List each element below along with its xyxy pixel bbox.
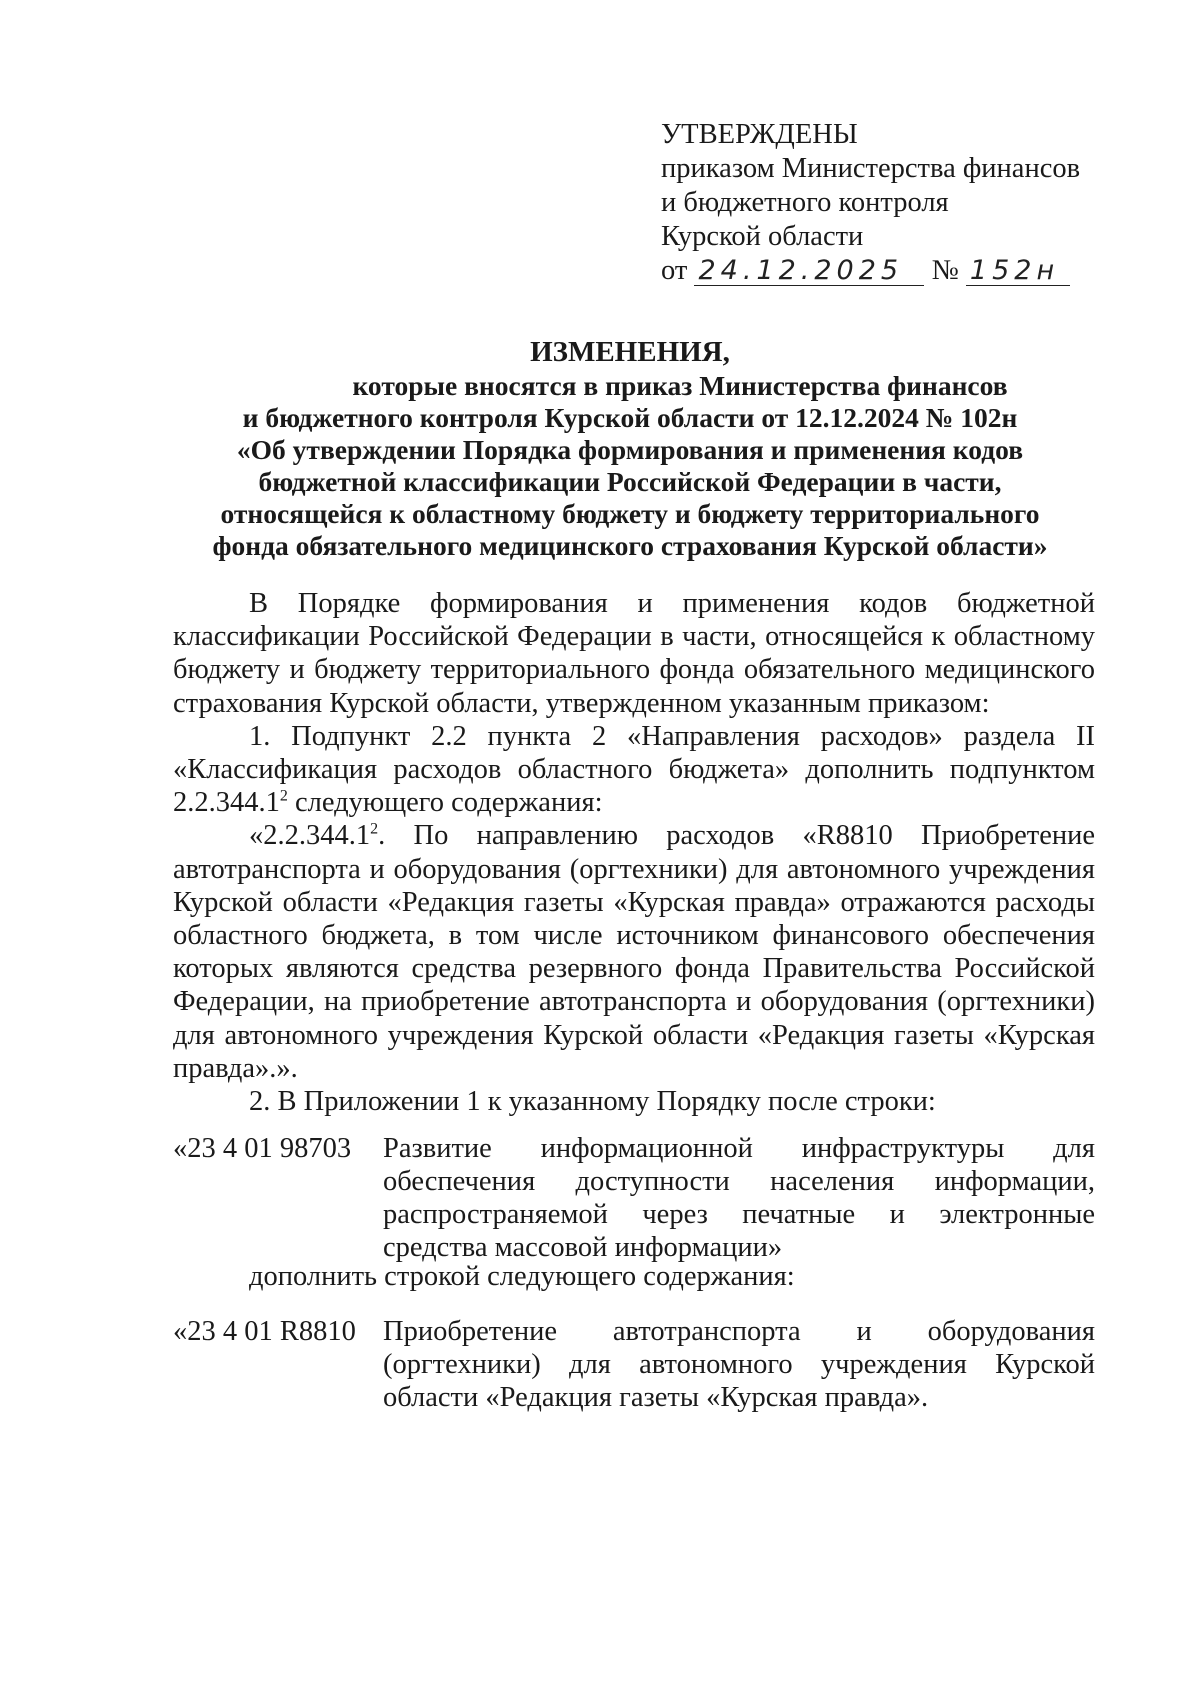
approval-line-2: приказом Министерства финансов	[661, 153, 1081, 184]
document-heading	[160, 336, 1100, 562]
classification-row	[173, 1315, 1095, 1414]
approval-title: УТВЕРЖДЕНЫ	[661, 119, 858, 150]
heading-line: фонда обязательного медицинского страхования Курской области»	[212, 530, 1048, 561]
row-description: Приобретение автотранспорта и оборудования (оргтехники) для автономного учреждения Курской области «Редакция газеты «Курская правда».	[383, 1316, 1095, 1413]
row-code: «23 4 01 98703	[173, 1133, 352, 1164]
item-2-paragraph: 2. В Приложении 1 к указанному Порядку после строки:	[249, 1086, 936, 1118]
document-body	[173, 587, 1095, 1118]
item-1-superscript: 2	[279, 787, 288, 805]
middle-instruction: дополнить строкой следующего содержания:	[249, 1261, 795, 1292]
approval-line-3: и бюджетного контроля	[661, 187, 949, 218]
intro-paragraph: В Порядке формирования и применения кодов бюджетной классификации Российской Федерации в части, относящейся к областному бюджету и бюджету территориального фонда обязательного медицинского страхования Курской области, утвержденном указанным приказом:	[173, 588, 1095, 719]
quote-superscript: 2	[370, 820, 379, 838]
item-1-paragraph	[173, 720, 1095, 820]
handwritten-date: 24.12.2025	[694, 257, 924, 286]
item-1-text: 1. Подпункт 2.2 пункта 2 «Направления расходов» раздела II «Классификация расходов областного бюджета» дополнить подпунктом 2.2.344.1	[173, 720, 1095, 819]
heading-line: относящейся к областному бюджету и бюджету территориального	[220, 498, 1040, 529]
approval-date-line	[661, 254, 1080, 288]
number-prefix: №	[931, 255, 959, 286]
approval-line-4: Курской области	[661, 221, 864, 252]
quote-text-start: «2.2.344.1	[249, 820, 371, 852]
date-prefix: от	[661, 255, 688, 286]
classification-row	[173, 1132, 1095, 1264]
quote-paragraph	[173, 819, 1095, 1085]
item-1-text-end: следующего содержания:	[287, 787, 603, 819]
approval-block	[661, 118, 1080, 288]
heading-line: «Об утверждении Порядка формирования и применения кодов	[236, 434, 1024, 465]
handwritten-number: 152н	[966, 257, 1070, 286]
heading-line: бюджетной классификации Российской Федерации в части,	[258, 466, 1002, 497]
heading-title: ИЗМЕНЕНИЯ,	[530, 336, 730, 368]
row-description: Развитие информационной инфраструктуры для обеспечения доступности населения информации, распространяемой через печатные и электронные средства массовой информации»	[383, 1133, 1095, 1263]
heading-line: и бюджетного контроля Курской области от 12.12.2024 № 102н	[242, 402, 1018, 433]
row-code: «23 4 01 R8810	[173, 1316, 356, 1347]
heading-line: которые вносятся в приказ Министерства финансов	[352, 370, 1008, 401]
quote-text: . По направлению расходов «R8810 Приобретение автотранспорта и оборудования (оргтехники) для автономного учреждения Курской области «Редакция газеты «Курская правда» отражаются расходы областного бюджета, в том числе источником финансового обеспечения которых являются средства резервного фонда Правительства Российской Федерации, на приобретение автотранспорта и оборудования (оргтехники) для автономного учреждения Курской области «Редакция газеты «Курская правда».».	[173, 820, 1095, 1084]
